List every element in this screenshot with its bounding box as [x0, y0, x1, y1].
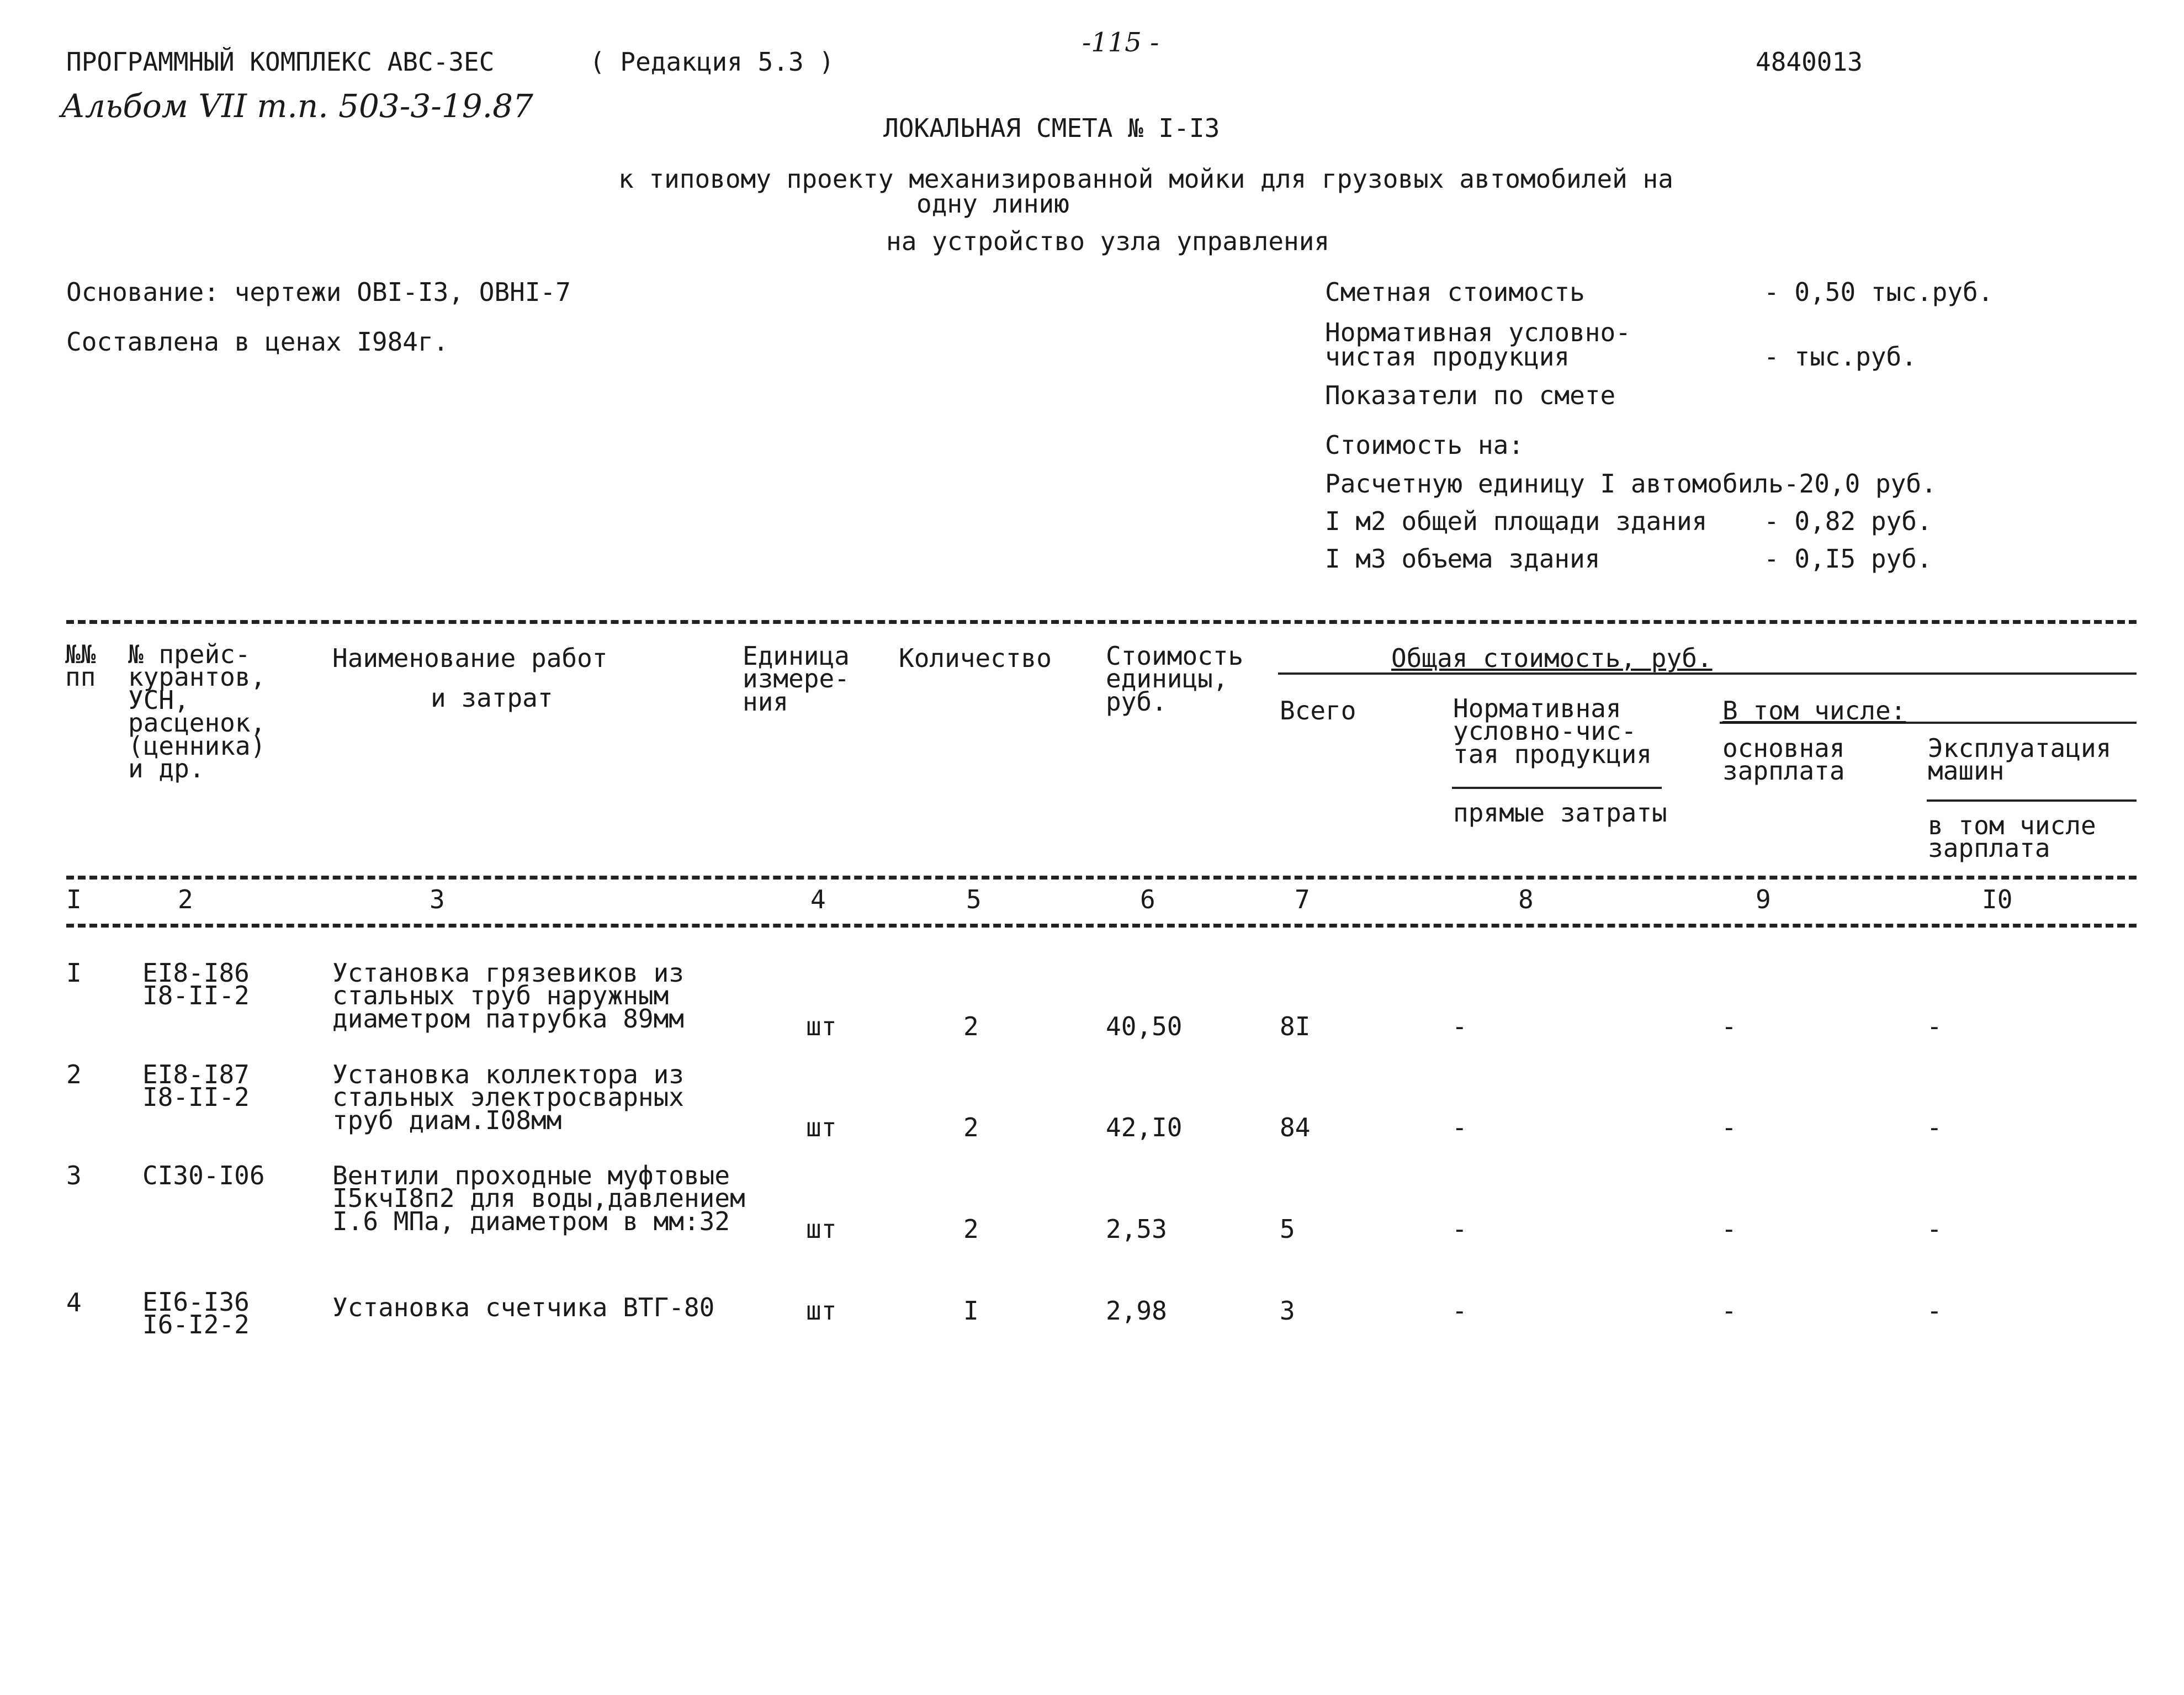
- row-total: 84: [1280, 1113, 1311, 1142]
- header-work-name-2: и затрат: [431, 683, 553, 713]
- row-unit-cost: 40,50: [1106, 1011, 1183, 1041]
- row-quantity: I: [963, 1296, 979, 1326]
- edition-label: ( Редакция 5.3 ): [590, 47, 835, 77]
- area-cost-label: I м2 общей площади здания: [1325, 506, 1708, 536]
- row-normative: -: [1452, 1214, 1467, 1244]
- table-top-rule: [66, 620, 2137, 624]
- row-wage: -: [1721, 1214, 1737, 1244]
- row-price-ref: EI6-I36 I6-I2-2: [142, 1287, 250, 1340]
- row-machines: -: [1927, 1214, 1942, 1244]
- album-handwritten-note: Альбом VII т.п. 503-3-19.87: [61, 87, 533, 125]
- row-price-ref: CI30-I06: [142, 1161, 265, 1190]
- row-unit: шт: [806, 1296, 837, 1326]
- row-wage: -: [1721, 1296, 1737, 1326]
- normative-label-1: Нормативная условно-: [1325, 317, 1631, 347]
- row-total: 8I: [1280, 1011, 1311, 1041]
- program-name: ПРОГРАММНЫЙ КОМПЛЕКС АВС-ЗЕС: [66, 47, 495, 77]
- norm-sub-rule: [1452, 787, 1662, 789]
- row-normative: -: [1452, 1113, 1467, 1142]
- row-number: 3: [66, 1161, 82, 1190]
- row-number: 2: [66, 1060, 82, 1089]
- estimate-subtitle-cont: одну линию: [916, 189, 1069, 219]
- normative-value: - тыс.руб.: [1764, 342, 1917, 372]
- row-price-ref: EI8-I86 I8-II-2: [142, 958, 250, 1011]
- column-number-7: 7: [1295, 884, 1310, 914]
- mach-sub-rule: [1927, 799, 2137, 802]
- header-bottom-rule: [66, 876, 2137, 880]
- row-wage: -: [1721, 1113, 1737, 1142]
- basis-prices: Составлена в ценах I984г.: [66, 327, 449, 357]
- row-wage: -: [1721, 1011, 1737, 1041]
- indicators-label: Показатели по смете: [1325, 380, 1616, 410]
- row-quantity: 2: [963, 1113, 979, 1142]
- estimate-subtitle: к типовому проекту механизированной мойки для грузовых автомобилей на: [618, 164, 1673, 194]
- header-direct-costs: прямые затраты: [1453, 798, 1667, 828]
- header-price-ref: № прейс- курантов, УСН, расценок, (ценника) и др.: [128, 639, 266, 783]
- unit-cost: Расчетную единицу I автомобиль-20,0 руб.: [1325, 469, 1937, 499]
- header-total: Всего: [1280, 696, 1356, 725]
- row-machines: -: [1927, 1113, 1942, 1142]
- column-number-2: 2: [178, 884, 193, 914]
- header-base-wage: основная зарплата: [1722, 733, 1845, 786]
- row-price-ref: EI8-I87 I8-II-2: [142, 1060, 250, 1113]
- header-total-group: Общая стоимость, руб.: [1391, 643, 1713, 673]
- row-number: 4: [66, 1288, 82, 1317]
- cost-on-label: Стоимость на:: [1325, 430, 1524, 460]
- row-machines: -: [1927, 1296, 1942, 1326]
- header-work-name: Наименование работ: [332, 643, 608, 673]
- header-including: В том числе:: [1722, 696, 1906, 725]
- column-number-4: 4: [810, 884, 826, 914]
- basis-drawings: Основание: чертежи ОВI-I3, ОВНI-7: [66, 277, 571, 307]
- row-unit: шт: [806, 1113, 837, 1142]
- column-number-9: 9: [1756, 884, 1771, 914]
- row-unit-cost: 2,53: [1106, 1214, 1167, 1244]
- row-unit: шт: [806, 1214, 837, 1244]
- column-number-6: 6: [1140, 884, 1155, 914]
- volume-cost-label: I м3 объема здания: [1325, 544, 1600, 574]
- volume-cost-value: - 0,I5 руб.: [1764, 544, 1932, 574]
- document-code: 4840013: [1756, 47, 1863, 77]
- header-unit: Единица измере- ния: [743, 641, 850, 717]
- row-number: I: [66, 958, 82, 988]
- header-machines-wage: в том числе зарплата: [1928, 811, 2096, 864]
- row-work-name: Вентили проходные муфтовые I5кчI8п2 для воды,давлением I.6 МПа, диаметром в мм:32: [332, 1161, 745, 1236]
- column-number-10: I0: [1982, 884, 2013, 914]
- estimated-cost-value: - 0,50 тыс.руб.: [1764, 277, 1994, 307]
- row-unit-cost: 42,I0: [1106, 1113, 1183, 1142]
- column-number-5: 5: [966, 884, 982, 914]
- area-cost-value: - 0,82 руб.: [1764, 506, 1932, 536]
- column-number-1: I: [66, 884, 82, 914]
- row-work-name: Установка коллектора из стальных электросварных труб диам.I08мм: [332, 1060, 684, 1135]
- row-unit-cost: 2,98: [1106, 1296, 1167, 1326]
- header-normative: Нормативная условно-чис- тая продукция: [1453, 693, 1652, 769]
- header-machines: Эксплуатация машин: [1928, 733, 2112, 786]
- row-work-name: Установка грязевиков из стальных труб наружным диаметром патрубка 89мм: [332, 958, 684, 1034]
- header-quantity: Количество: [899, 643, 1052, 673]
- row-quantity: 2: [963, 1214, 979, 1244]
- column-number-8: 8: [1518, 884, 1534, 914]
- column-numbers-bottom-rule: [66, 924, 2137, 928]
- header-unit-cost: Стоимость единицы, руб.: [1106, 641, 1244, 717]
- header-row-number: №№ пп: [65, 639, 96, 692]
- page-number: -115 -: [1082, 27, 1159, 58]
- estimate-object: на устройство узла управления: [886, 226, 1330, 256]
- row-quantity: 2: [963, 1011, 979, 1041]
- row-normative: -: [1452, 1011, 1467, 1041]
- row-unit: шт: [806, 1011, 837, 1041]
- normative-label-2: чистая продукция: [1325, 342, 1570, 372]
- row-total: 3: [1280, 1296, 1295, 1326]
- row-machines: -: [1927, 1011, 1942, 1041]
- estimate-title: ЛОКАЛЬНАЯ СМЕТА № I-I3: [883, 113, 1220, 143]
- row-total: 5: [1280, 1214, 1295, 1244]
- row-normative: -: [1452, 1296, 1467, 1326]
- row-work-name: Установка счетчика ВТГ-80: [332, 1293, 715, 1322]
- estimated-cost-label: Сметная стоимость: [1325, 277, 1585, 307]
- column-number-3: 3: [430, 884, 445, 914]
